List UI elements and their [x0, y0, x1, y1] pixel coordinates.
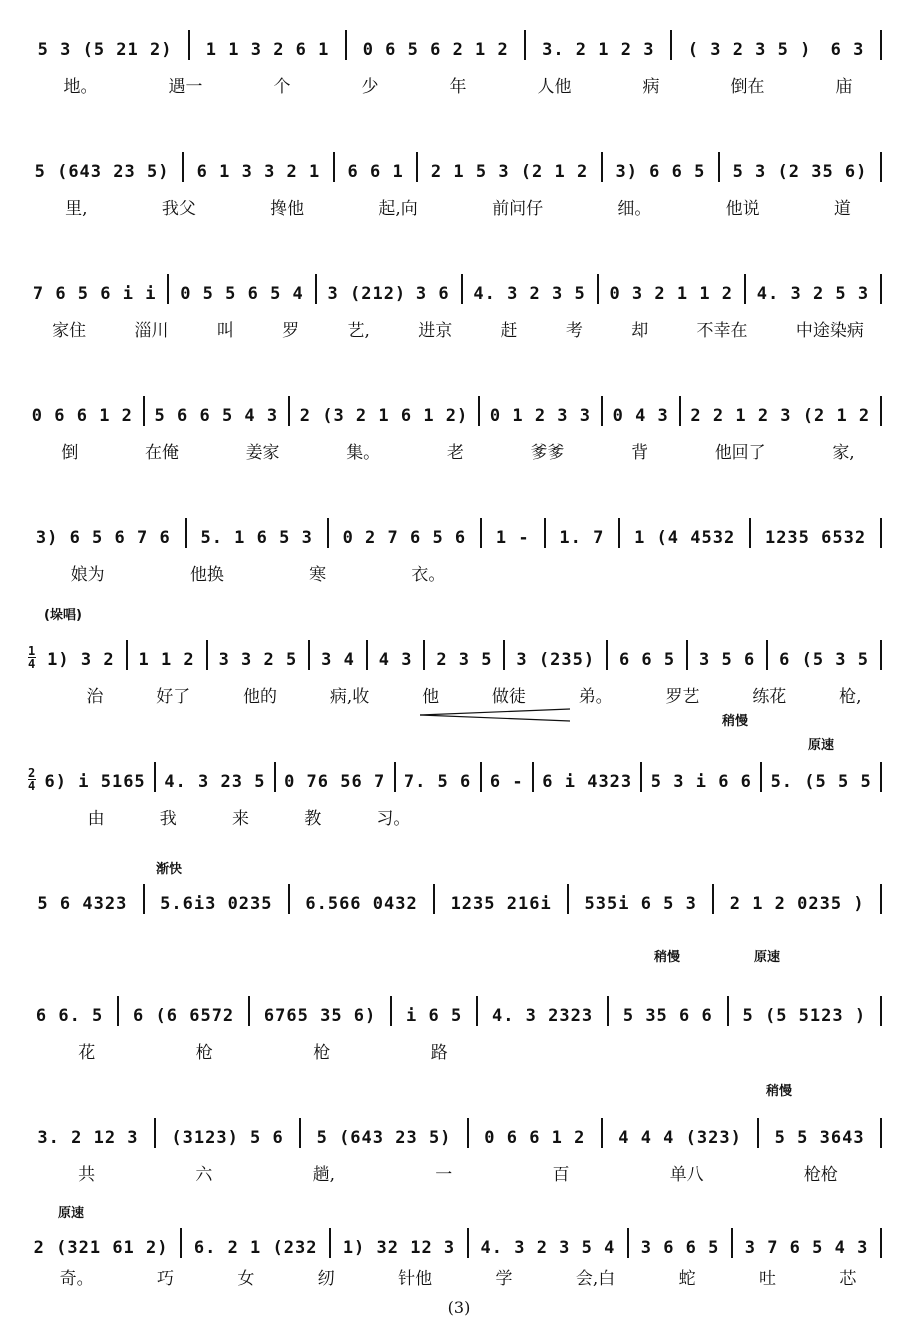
measure: 4. 3 2323	[491, 1006, 594, 1026]
barline	[597, 274, 599, 304]
time-signature-bottom: 4	[28, 657, 37, 671]
barline	[880, 640, 882, 670]
lyric: 淄川	[134, 321, 169, 341]
notation-line	[28, 1228, 888, 1258]
score-system-2	[0, 122, 918, 242]
lyric: 叫	[216, 321, 234, 341]
measure: 5 3 i 6 6	[650, 772, 752, 792]
barline	[718, 152, 720, 182]
lyric: 背	[631, 443, 649, 463]
lyric: 纫	[317, 1269, 335, 1289]
barline	[607, 996, 609, 1026]
measure: 2 3 5	[436, 650, 493, 670]
measure: 1 1 3 2 6 1	[205, 40, 330, 60]
lyric: 在俺	[144, 443, 179, 463]
barline	[712, 884, 714, 914]
lyric: 我	[159, 809, 177, 829]
barline	[601, 1118, 603, 1148]
barline	[880, 996, 882, 1026]
lyric-line	[28, 438, 888, 463]
barline	[749, 518, 751, 548]
measure: 4. 3 2 5 3	[756, 284, 870, 304]
tempo-marking: 原速	[808, 738, 835, 753]
measure: 4 4 4 (323)	[618, 1128, 742, 1148]
time-signature-top: 2	[28, 766, 37, 780]
measure: ( 3 2 3 5 )	[687, 40, 812, 60]
lyric-line	[28, 316, 888, 341]
tempo-marking: 原速	[58, 1206, 85, 1221]
barline	[727, 996, 729, 1026]
measure: 7. 5 6	[403, 772, 472, 792]
lyric: 赶	[500, 321, 518, 341]
lyric: 教	[304, 809, 322, 829]
barline	[390, 996, 392, 1026]
barline	[503, 640, 505, 670]
tempo-marking: 稍慢	[766, 1084, 793, 1099]
page-number: (3)	[447, 1298, 471, 1317]
lyric: 他的	[243, 687, 278, 707]
lyric: 由	[87, 809, 105, 829]
tempo-marking: 原速	[754, 950, 781, 965]
lyric: 女	[237, 1269, 255, 1289]
barline	[744, 274, 746, 304]
lyric: 遇一	[168, 77, 203, 97]
barline	[760, 762, 762, 792]
lyric: 枪枪	[803, 1165, 838, 1185]
lyric-line	[60, 682, 888, 707]
lyric: 趟,	[312, 1165, 335, 1185]
barline	[126, 640, 128, 670]
measure: 1 (4 4532	[634, 528, 736, 548]
measure: 3 6	[415, 284, 450, 304]
measure: 535i 6 5 3	[584, 894, 697, 914]
lyric: 蛇	[678, 1269, 696, 1289]
lyric: 倒在	[730, 77, 765, 97]
barline	[480, 762, 482, 792]
barline	[544, 518, 546, 548]
lyric: 病,收	[329, 687, 370, 707]
notation-line	[28, 30, 888, 60]
lyric: 学	[495, 1269, 513, 1289]
notation-line	[28, 274, 888, 304]
barline	[766, 640, 768, 670]
lyric-line	[28, 1264, 888, 1289]
barline	[880, 1118, 882, 1148]
lyric: 吐	[758, 1269, 776, 1289]
barline	[206, 640, 208, 670]
barline	[731, 1228, 733, 1258]
barline	[880, 518, 882, 548]
score-system-1	[0, 0, 918, 120]
barline	[143, 884, 145, 914]
barline	[308, 640, 310, 670]
measure: 3 (235)	[516, 650, 596, 670]
barline	[185, 518, 187, 548]
measure: 5 35 6 6	[622, 1006, 713, 1026]
measure: 0 6 6 1 2	[31, 406, 133, 426]
lyric: 他回了	[714, 443, 766, 463]
lyric: 集。	[346, 443, 381, 463]
barline	[567, 884, 569, 914]
lyric: 枪	[313, 1043, 331, 1063]
lyric: 做徒	[491, 687, 526, 707]
barline	[880, 152, 882, 182]
lyric: 衣。	[411, 565, 446, 585]
lyric: 来	[232, 809, 249, 829]
measure: 5 6 4323	[37, 894, 128, 914]
measure: 6) i 5165	[44, 772, 146, 792]
barline	[640, 762, 642, 792]
performance-label: (垛唱)	[44, 608, 82, 623]
measure: 4 3	[378, 650, 413, 670]
time-signature	[28, 767, 36, 792]
notation-line	[28, 762, 888, 792]
measure: 5 6 6 5 4 3	[154, 406, 279, 426]
lyric: 罗艺	[665, 687, 700, 707]
barline	[601, 396, 603, 426]
measure: 3) 6 5 6 7 6	[35, 528, 171, 548]
lyric: 罗	[282, 321, 300, 341]
measure: 5.6i3 0235	[160, 894, 273, 914]
barline	[154, 1118, 156, 1148]
score-system-8	[0, 854, 918, 974]
measure: 7 6 5 6 i i	[32, 284, 157, 304]
barline	[679, 396, 681, 426]
lyric: 家住	[52, 321, 87, 341]
measure: 0 2 7 6 5 6	[342, 528, 467, 548]
barline	[480, 518, 482, 548]
measure: 5 3 (2 35 6)	[732, 162, 868, 182]
lyric: 少	[361, 77, 379, 97]
lyric: 治	[86, 687, 104, 707]
barline	[188, 30, 190, 60]
measure: 5 3 (5 21 2)	[37, 40, 173, 60]
notation-line	[28, 884, 888, 914]
barline	[686, 640, 688, 670]
measure: 3 7 6 5 4 3	[744, 1238, 869, 1258]
measure: 0 6 5 6 2 1 2	[362, 40, 509, 60]
lyric-line	[28, 560, 488, 585]
barline	[880, 884, 882, 914]
barline	[315, 274, 317, 304]
barline	[880, 762, 882, 792]
barline	[757, 1118, 759, 1148]
measure: 3. 2 12 3	[37, 1128, 139, 1148]
barline	[627, 1228, 629, 1258]
lyric: 枪,	[839, 687, 862, 707]
lyric: 姜家	[245, 443, 280, 463]
barline	[880, 396, 882, 426]
notation-line	[28, 640, 888, 670]
lyric: 芯	[839, 1269, 857, 1289]
lyric: 弟。	[578, 687, 613, 707]
barline	[167, 274, 169, 304]
lyric: 枪	[195, 1043, 213, 1063]
lyric: 家,	[832, 443, 855, 463]
measure: (3123) 5 6	[171, 1128, 284, 1148]
lyric: 病	[642, 77, 660, 97]
barline	[423, 640, 425, 670]
score-system-4	[0, 366, 918, 486]
measure: 3. 2 1 2 3	[542, 40, 655, 60]
barline	[117, 996, 119, 1026]
notation-line	[28, 518, 888, 548]
lyric: 花	[78, 1043, 96, 1063]
measure: 6 6 1	[347, 162, 404, 182]
lyric: 习。	[376, 809, 411, 829]
barline	[467, 1118, 469, 1148]
lyric: 起,向	[378, 199, 418, 219]
barline	[143, 396, 145, 426]
measure: 0 3 2 1 1 2	[609, 284, 734, 304]
measure: 5 (643 23 5)	[34, 162, 170, 182]
lyric: 年	[449, 77, 467, 97]
time-signature-top: 1	[28, 644, 37, 658]
score-system-3	[0, 244, 918, 364]
measure: 1. 7	[559, 528, 605, 548]
barline	[394, 762, 396, 792]
lyric: 娘为	[70, 565, 105, 585]
measure: 4. 3 23 5	[164, 772, 266, 792]
measure: 6 (6 6572	[133, 1006, 235, 1026]
lyric: 六	[195, 1165, 213, 1185]
measure: 1 -	[495, 528, 530, 548]
barline	[880, 1228, 882, 1258]
lyric: 却	[631, 321, 649, 341]
lyric: 爹爹	[530, 443, 565, 463]
measure: 6 6 5	[618, 650, 676, 670]
lyric: 前问仔	[492, 199, 544, 219]
lyric: 进京	[418, 321, 453, 341]
time-signature-bottom: 4	[28, 779, 37, 793]
barline	[880, 30, 882, 60]
lyric-line	[28, 72, 888, 97]
crescendo-hairpin	[420, 708, 570, 722]
score-system-5	[0, 488, 918, 608]
time-signature	[28, 645, 36, 670]
barline	[416, 152, 418, 182]
lyric: 个	[273, 77, 291, 97]
barline	[345, 30, 347, 60]
lyric: 练花	[752, 687, 787, 707]
barline	[333, 152, 335, 182]
lyric: 好了	[156, 687, 191, 707]
measure: 6 6. 5	[35, 1006, 104, 1026]
lyric: 会,白	[575, 1269, 616, 1289]
lyric: 人他	[537, 77, 572, 97]
barline	[248, 996, 250, 1026]
lyric-line	[28, 1160, 888, 1185]
measure: 6.566 0432	[305, 894, 418, 914]
measure: 2 2 1 2 3 (2 1 2	[690, 406, 871, 426]
lyric: 倒	[61, 443, 79, 463]
measure: 4. 3 2 3 5	[473, 284, 586, 304]
measure: 6 3	[830, 40, 865, 60]
lyric: 细。	[617, 199, 652, 219]
barline	[180, 1228, 182, 1258]
barline	[274, 762, 276, 792]
measure: 5. (5 5 5	[770, 772, 872, 792]
measure: 1) 3 2	[47, 650, 115, 670]
barline	[288, 884, 290, 914]
measure: 3) 6 6 5	[615, 162, 706, 182]
measure: 0 6 6 1 2	[484, 1128, 586, 1148]
lyric: 路	[430, 1043, 448, 1063]
score-system-7	[0, 714, 918, 852]
barline	[606, 640, 608, 670]
lyric: 针他	[398, 1269, 433, 1289]
lyric: 考	[565, 321, 583, 341]
lyric: 不幸在	[696, 321, 748, 341]
lyric-line	[28, 194, 888, 219]
measure: 1235 6532	[764, 528, 867, 548]
score-system-10	[0, 1084, 918, 1208]
lyric-line	[60, 804, 438, 829]
lyric: 奇。	[59, 1269, 94, 1289]
barline	[182, 152, 184, 182]
barline	[461, 274, 463, 304]
measure: 6 1 3 3 2 1	[196, 162, 321, 182]
lyric: 艺,	[347, 321, 370, 341]
barline	[601, 152, 603, 182]
lyric: 共	[78, 1165, 96, 1185]
barline	[670, 30, 672, 60]
measure: 2 1 2 0235 )	[729, 894, 865, 914]
lyric: 巧	[157, 1269, 175, 1289]
lyric-line	[28, 1038, 498, 1063]
measure: 1) 32 12 3	[342, 1238, 456, 1258]
measure: 6765 35 6)	[263, 1006, 377, 1026]
lyric: 单八	[669, 1165, 704, 1185]
lyric: 中途染病	[795, 321, 864, 341]
measure: 2 1 5 3 (2 1 2	[430, 162, 589, 182]
measure: 3 6 6 5	[640, 1238, 720, 1258]
barline	[327, 518, 329, 548]
barline	[476, 996, 478, 1026]
lyric: 里,	[65, 199, 88, 219]
measure: 3 (212)	[327, 284, 407, 304]
measure: 0 4 3	[612, 406, 669, 426]
barline	[467, 1228, 469, 1258]
notation-line	[28, 996, 888, 1026]
barline	[524, 30, 526, 60]
measure: 3 4	[321, 650, 355, 670]
score-system-9	[0, 950, 918, 1086]
measure: 3 5 6	[699, 650, 756, 670]
barline	[433, 884, 435, 914]
barline	[366, 640, 368, 670]
measure: 1 1 2	[138, 650, 195, 670]
measure: 2 (321 61 2)	[33, 1238, 169, 1258]
measure: 4. 3 2 3 5 4	[480, 1238, 616, 1258]
lyric: 他换	[189, 565, 224, 585]
measure: 0 5 5 6 5 4	[180, 284, 304, 304]
lyric: 老	[446, 443, 464, 463]
barline	[618, 518, 620, 548]
measure: 5. 1 6 5 3	[200, 528, 313, 548]
barline	[329, 1228, 331, 1258]
measure: 6 i 4323	[542, 772, 633, 792]
tempo-marking: 稍慢	[654, 950, 681, 965]
notation-line	[28, 396, 888, 426]
lyric: 百	[552, 1165, 570, 1185]
barline	[478, 396, 480, 426]
measure: 3 3 2 5	[218, 650, 298, 670]
barline	[299, 1118, 301, 1148]
lyric: 他说	[725, 199, 760, 219]
tempo-marking: 稍慢	[722, 714, 749, 729]
barline	[288, 396, 290, 426]
notation-line	[28, 152, 888, 182]
lyric: 地。	[63, 77, 98, 97]
notation-line	[28, 1118, 888, 1148]
measure: 6 (5 3 5	[779, 650, 869, 670]
measure: 6. 2 1 (232	[193, 1238, 318, 1258]
measure: 1235 216i	[450, 894, 552, 914]
measure: 2 (3 2 1 6 1 2)	[299, 406, 469, 426]
measure: 5 (5 5123 )	[742, 1006, 867, 1026]
barline	[532, 762, 534, 792]
measure: 5 5 3643	[774, 1128, 865, 1148]
lyric: 道	[833, 199, 851, 219]
lyric: 我父	[161, 199, 196, 219]
measure: 5 (643 23 5)	[316, 1128, 452, 1148]
tempo-marking: 渐快	[156, 862, 183, 877]
measure: 6 -	[489, 772, 524, 792]
measure: 0 1 2 3 3	[489, 406, 591, 426]
lyric: 搀他	[270, 199, 305, 219]
lyric: 庙	[835, 77, 853, 97]
barline	[154, 762, 156, 792]
lyric: 他	[422, 687, 440, 707]
measure: i 6 5	[406, 1006, 463, 1026]
lyric: 寒	[309, 565, 327, 585]
measure: 0 76 56 7	[284, 772, 386, 792]
barline	[880, 274, 882, 304]
lyric: 一	[435, 1165, 453, 1185]
